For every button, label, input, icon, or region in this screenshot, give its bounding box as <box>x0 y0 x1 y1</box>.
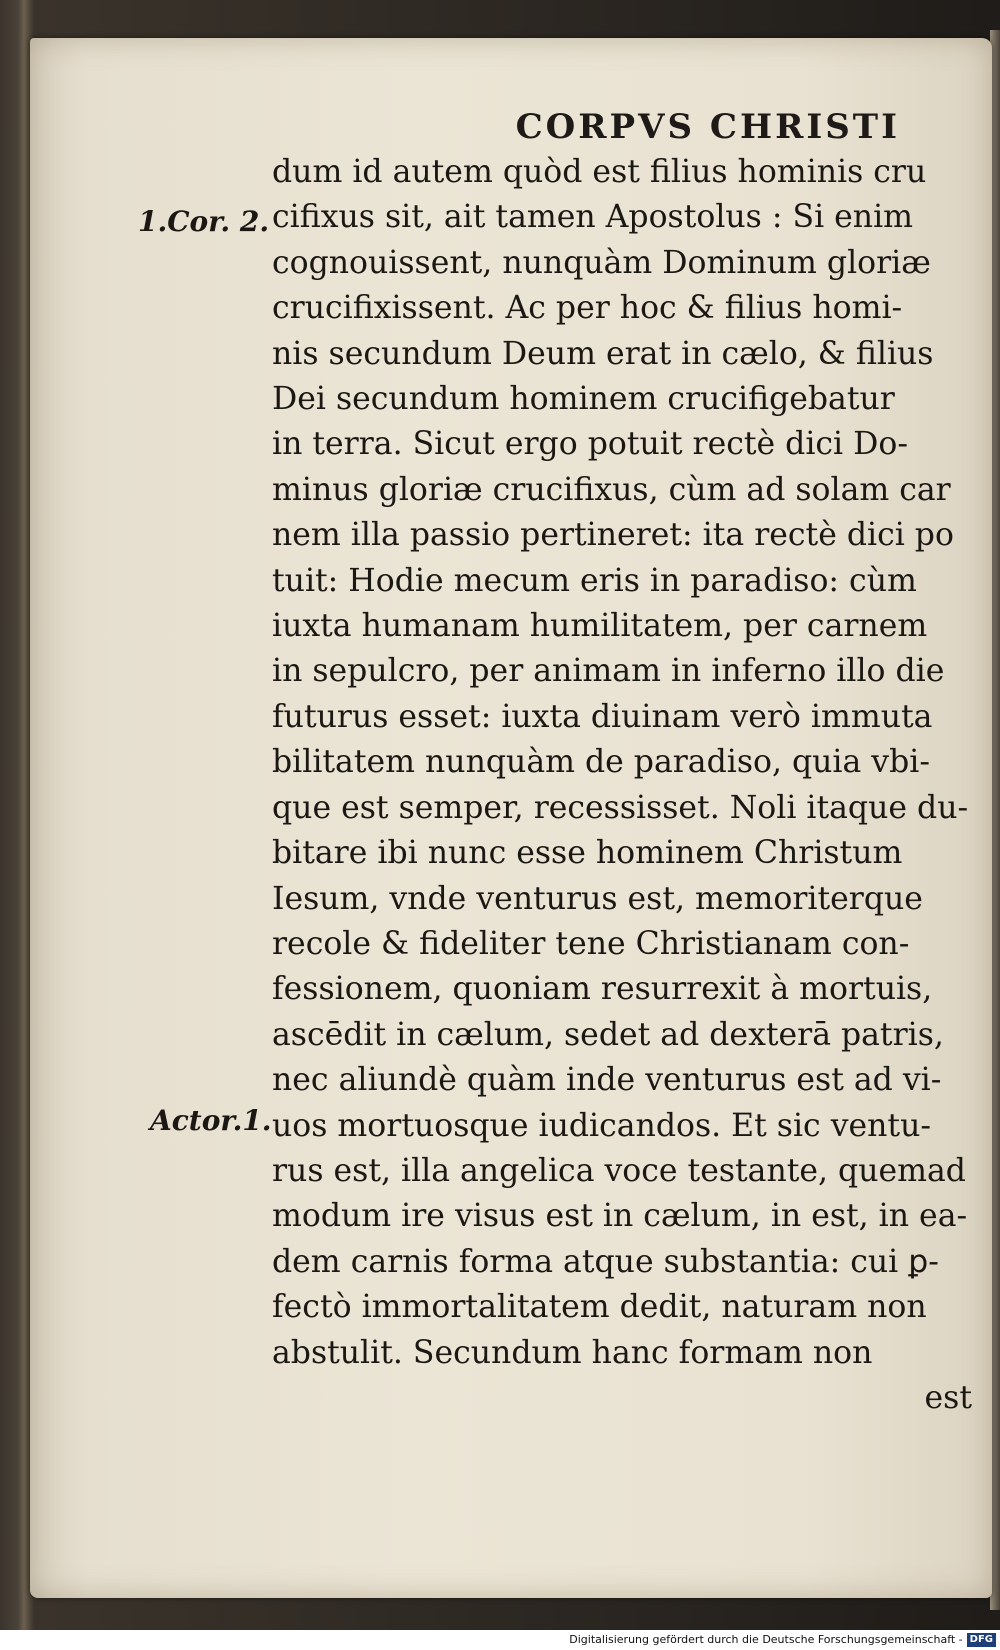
text-line: recole & fideliter tene Christianam con- <box>272 925 910 962</box>
running-head: CORPVS CHRISTI <box>515 107 900 147</box>
text-line: nis secundum Deum erat in cælo, & filius <box>272 335 934 372</box>
text-line: iuxta humanam humilitatem, per carnem <box>272 608 928 645</box>
text-line: rus est, illa angelica voce testante, quemad <box>272 1152 966 1189</box>
text-line: modum ire visus est in cælum, in est, in ea- <box>272 1198 968 1235</box>
margin-note-cor: 1.Cor. 2. <box>138 205 270 238</box>
text-line: minus gloriæ crucifixus, cùm ad solam car <box>272 471 951 508</box>
text-line: crucifixissent. Ac per hoc & filius homi- <box>272 290 903 327</box>
text-line: abstulit. Secundum hanc formam non <box>272 1334 873 1371</box>
text-line: dem carnis forma atque substantia: cui ꝑ- <box>272 1243 939 1280</box>
margin-note-actor: Actor.1. <box>150 1104 272 1137</box>
text-line: bitare ibi nunc esse hominem Christum <box>272 835 903 872</box>
text-line: que est semper, recessisset. Noli itaque du- <box>272 789 969 826</box>
text-line: uos mortuosque iudicandos. Et sic ventu- <box>272 1107 932 1144</box>
text-line: ascēdit in cælum, sedet ad dexterā patris, <box>272 1016 944 1053</box>
catchword: est <box>924 1379 972 1416</box>
body-text <box>272 150 972 1421</box>
text-line: in sepulcro, per animam in inferno illo die <box>272 653 945 690</box>
text-line: tuit: Hodie mecum eris in paradiso: cùm <box>272 562 917 599</box>
text-line: fessionem, quoniam resurrexit à mortuis, <box>272 971 933 1008</box>
text-line: nem illa passio pertineret: ita rectè dici po <box>272 517 954 554</box>
text-line: nec aliundè quàm inde venturus est ad vi- <box>272 1062 942 1099</box>
dfg-logo-icon: DFG <box>967 1633 996 1647</box>
text-line: bilitatem nunquàm de paradiso, quia vbi- <box>272 744 930 781</box>
text-line: Iesum, vnde venturus est, memoriterque <box>272 880 923 917</box>
footer-text: Digitalisierung gefördert durch die Deutsche Forschungsgemeinschaft - <box>569 1633 963 1646</box>
text-line: cognouissent, nunquàm Dominum gloriæ <box>272 244 931 281</box>
text-line: dum id autem quòd est filius hominis cru <box>272 154 927 190</box>
text-line: cifixus sit, ait tamen Apostolus : Si enim <box>272 199 914 236</box>
text-line: fectò immortalitatem dedit, naturam non <box>272 1289 927 1326</box>
footer-credit <box>0 1630 1000 1650</box>
text-line: Dei secundum hominem crucifigebatur <box>272 381 895 418</box>
text-line: in terra. Sicut ergo potuit rectè dici Do- <box>272 426 908 463</box>
text-line: futurus esset: iuxta diuinam verò immuta <box>272 698 933 735</box>
